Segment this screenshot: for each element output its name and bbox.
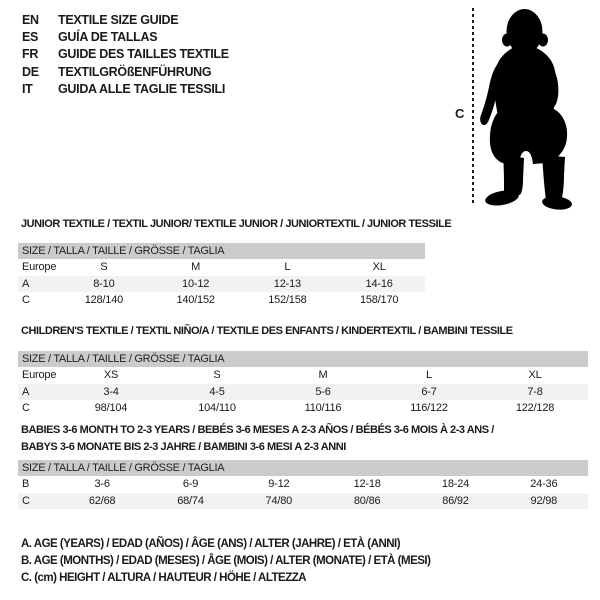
language-code: DE xyxy=(22,64,39,79)
row-label: C xyxy=(22,294,30,307)
language-row-en xyxy=(22,11,229,28)
table-cell: 7-8 xyxy=(527,385,543,398)
table-cell: 122/128 xyxy=(515,402,555,415)
language-text: GUÍA DE TALLAS xyxy=(58,30,158,45)
table-cell: XL xyxy=(372,261,386,274)
note-age-months: B. AGE (MONTHS) / EDAD (MESES) / ÂGE (MOIS) / ALTER (MONATE) / ETÀ (MESI) xyxy=(21,555,431,568)
language-code: IT xyxy=(22,82,33,97)
legend-notes xyxy=(21,536,430,588)
size-header-bar: SIZE / TALLA / TAILLE / GRÖSSE / TAGLIA xyxy=(18,351,588,367)
table-row xyxy=(18,493,588,510)
table-cell: 98/104 xyxy=(94,402,128,415)
row-label: Europe xyxy=(22,369,57,382)
language-row-de xyxy=(22,63,229,80)
table-row xyxy=(18,259,425,276)
table-cell: 3-4 xyxy=(103,385,119,398)
babies-size-table xyxy=(18,460,588,509)
table-cell: XL xyxy=(528,369,542,382)
table-cell: 10-12 xyxy=(182,277,210,290)
note-age-years: A. AGE (YEARS) / EDAD (AÑOS) / ÂGE (ANS) / ALTER (JAHRE) / ETÀ (ANNI) xyxy=(21,538,401,550)
size-header-bar: SIZE / TALLA / TAILLE / GRÖSSE / TAGLIA xyxy=(18,460,588,476)
row-label: Europe xyxy=(22,261,57,274)
language-text: TEXTILE SIZE GUIDE xyxy=(58,12,179,27)
row-label: C xyxy=(22,494,30,507)
table-cell: 92/98 xyxy=(530,494,558,507)
language-list xyxy=(22,11,229,98)
children-section-title: CHILDREN'S TEXTILE / TEXTIL NIÑO/A / TEXTILE DES ENFANTS / KINDERTEXTIL / BAMBINI TESSILE xyxy=(21,325,513,337)
language-text: GUIDA ALLE TAGLIE TESSILI xyxy=(58,82,226,97)
language-code: ES xyxy=(22,30,39,45)
table-cell: 86/92 xyxy=(442,494,469,507)
table-cell: 12-13 xyxy=(273,277,301,290)
table-cell: 152/158 xyxy=(268,294,307,307)
table-cell: 80/86 xyxy=(353,494,381,507)
table-row xyxy=(18,384,588,401)
table-cell: 18-24 xyxy=(441,478,470,491)
table-row xyxy=(18,400,588,417)
table-cell: 24-36 xyxy=(530,478,558,491)
table-cell: 6-9 xyxy=(182,478,199,491)
note-height-cm: C. (cm) HEIGHT / ALTURA / HAUTEUR / HÖHE / ALTEZZA xyxy=(21,572,307,585)
table-cell: L xyxy=(284,261,291,274)
table-cell: 140/152 xyxy=(176,294,215,307)
children-size-table xyxy=(18,351,588,417)
row-label: C xyxy=(22,402,30,415)
table-cell: 110/116 xyxy=(304,402,342,415)
table-cell: 104/110 xyxy=(198,402,236,415)
table-cell: 3-6 xyxy=(94,478,110,491)
table-cell: XS xyxy=(103,369,119,382)
junior-size-table xyxy=(18,243,425,309)
row-label: B xyxy=(22,478,30,491)
table-cell: 14-16 xyxy=(365,277,393,290)
babies-title-line-2: BABYS 3-6 MONATE BIS 2-3 JAHRE / BAMBINI 3-6 MESI A 2-3 ANNI xyxy=(21,440,346,453)
language-row-es xyxy=(22,28,229,45)
language-row-it xyxy=(22,81,229,98)
table-row xyxy=(18,292,425,309)
table-cell: 6-7 xyxy=(421,385,437,398)
table-cell: 8-10 xyxy=(93,277,115,290)
table-cell: L xyxy=(426,369,432,382)
junior-section-title: JUNIOR TEXTILE / TEXTIL JUNIOR/ TEXTILE JUNIOR / JUNIORTEXTIL / JUNIOR TESSILE xyxy=(21,218,452,230)
language-code: FR xyxy=(22,47,39,62)
table-cell: 5-6 xyxy=(315,385,331,398)
table-cell: M xyxy=(191,261,201,274)
baby-silhouette-icon xyxy=(476,5,576,212)
language-text: GUIDE DES TAILLES TEXTILE xyxy=(58,47,229,62)
table-cell: 62/68 xyxy=(88,494,116,507)
language-text: TEXTILGRÖßENFÜHRUNG xyxy=(58,64,212,79)
table-cell: S xyxy=(100,261,108,274)
table-cell: M xyxy=(318,369,328,382)
language-code: EN xyxy=(22,12,39,27)
table-cell: 158/170 xyxy=(359,294,399,307)
table-cell: 4-5 xyxy=(209,385,225,398)
table-cell: 128/140 xyxy=(84,294,124,307)
table-cell: 9-12 xyxy=(268,478,290,491)
babies-title-line-1: BABIES 3-6 MONTH TO 2-3 YEARS / BEBÉS 3-6 MESES A 2-3 AÑOS / BÉBÉS 3-6 MOIS À 2-3 ANS / xyxy=(21,424,494,436)
table-cell: 116/122 xyxy=(410,402,448,415)
size-header-bar: SIZE / TALLA / TAILLE / GRÖSSE / TAGLIA xyxy=(18,243,425,259)
table-row xyxy=(18,276,425,293)
babies-section-title xyxy=(21,422,581,455)
row-label: A xyxy=(22,385,30,398)
table-cell: 74/80 xyxy=(265,494,293,507)
language-row-fr xyxy=(22,46,229,63)
table-row xyxy=(18,367,588,384)
table-cell: 68/74 xyxy=(177,494,204,507)
height-measure-label: C xyxy=(455,106,465,121)
table-row xyxy=(18,476,588,493)
height-measure-dashed-line xyxy=(472,8,474,206)
table-cell: S xyxy=(213,369,221,382)
table-cell: 12-18 xyxy=(353,478,381,491)
row-label: A xyxy=(22,277,30,290)
